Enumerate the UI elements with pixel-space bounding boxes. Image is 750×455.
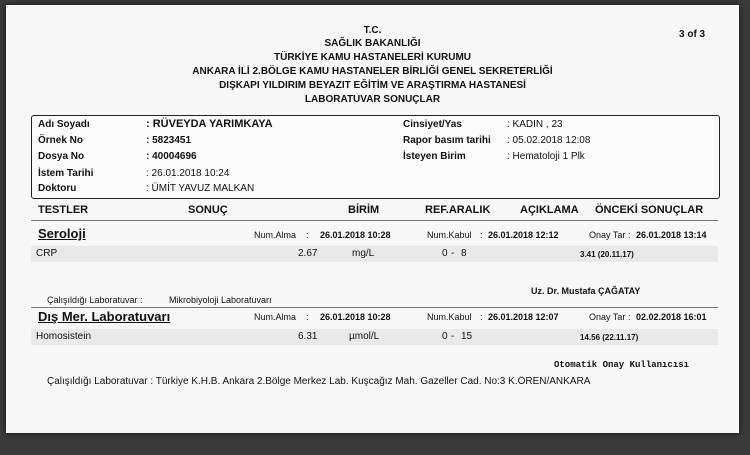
s1-lab-label: Çalışıldığı Laboratuvar : [47,295,143,305]
s1-onay-value: 26.01.2018 13:14 [636,230,707,240]
header-institution: TÜRKİYE KAMU HASTANELERİ KURUMU [273,52,472,63]
report-date-label: Rapor basım tarihi [403,135,491,146]
header-ministry: SAĞLIK BAKANLIĞI [324,38,421,49]
file-value: : 40004696 [146,151,197,162]
s2-onay-label: Onay Tar [589,312,626,322]
s1-test-unit: mg/L [352,248,375,259]
s1-alma-value: 26.01.2018 10:28 [320,230,391,240]
unit-label: İsteyen Birim [403,151,466,162]
s1-kabul-value: 26.01.2018 12:12 [488,230,559,240]
header-tc: T.C. [363,25,382,36]
section-serology-title: Seroloji [38,226,86,241]
s2-kabul-value: 26.01.2018 12:07 [488,312,559,322]
doctor-label: Doktoru [38,183,77,194]
auto-approval-user: Otomatik Onay Kullanıcısı [554,360,690,370]
col-desc: AÇIKLAMA [520,204,579,216]
s2-kabul-label: Num.Kabul [427,312,472,322]
request-date-label: İstem Tarihi [38,168,94,179]
patient-info-box [31,115,720,199]
request-date-value: : 26.01.2018 10:24 [146,168,230,179]
page-number: 3 of 3 [679,29,706,40]
section-external-lab-title: Dış Mer. Laboratuvarı [38,309,171,324]
s2-test-unit: µmol/L [349,331,380,342]
s2-lab-line: Çalışıldığı Laboratuvar : Türkiye K.H.B. Ankara 2.Bölge Merkez Lab. Kuşcağız Mah. Gazeller Cad. No:3 K.ÖREN/ANKARA [47,376,591,387]
col-unit: BİRİM [348,204,380,216]
gender-label: Cinsiyet/Yas [403,119,462,130]
header-lab-results: LABORATUVAR SONUÇLAR [304,94,441,105]
s2-prev-result: 14.56 (22.11.17) [580,333,639,342]
s2-ref-low: 0 [442,331,448,342]
header-hospital: DIŞKAPI YILDIRIM BEYAZIT EĞİTİM VE ARAŞTIRMA HASTANESİ [219,80,526,91]
s1-alma-label: Num.Alma [254,230,297,240]
s1-ref-low: 0 [442,248,448,259]
s1-approver: Uz. Dr. Mustafa ÇAĞATAY [531,286,641,296]
name-label: Adı Soyadı [38,119,90,130]
s1-onay-label: Onay Tar [589,230,626,240]
name-value: : RÜVEYDA YARIMKAYA [146,118,273,130]
report-page: T.C. SAĞLIK BAKANLIĞI TÜRKİYE KAMU HASTANELERİ KURUMU ANKARA İLİ 2.BÖLGE KAMU HASTANELER BİRLİĞİ GENEL SEKRETERLİĞİ DIŞKAPI YILDIRIM BEYAZIT EĞİTİM VE ARAŞTIRMA HASTANESİ LABORATUVAR SONUÇLAR 3 of 3 Adı Soyadı : RÜVEYDA YARIMKAYA Örnek No : 5823451 Dosya No : 40004696 İstem Tarihi : 26.01.2018 10:24 Doktoru : ÜMİT YAVUZ MALKAN Cinsiyet/Yas : KADIN , 23 Rapor basım tarihi : 05.02.2018 12:08 İsteyen Birim : Hematoloji 1 Plk TESTLER SONUÇ BİRİM REF.ARALIK AÇIKLAMA ÖNCEKİ SONUÇLAR Seroloji Num.Alma : 26.01.2018 10:28 Num.Kabul : 26.01.2018 12:12 Onay Tar : 26.01.2018 13:14 CRP 2.67 mg/L 0 - 8 3.41 (20.11.17) Uz. Dr. Mustafa ÇAĞATAY Çalışıldığı Laboratuvar : Mikrobiyoloji Laboratuvarı Dış Mer. Laboratuvarı Num.Alma : 26.01.2018 10:28 Num.Kabul : 26.01.2018 12:07 Onay Tar : 02.02.2018 16:01 Homosistein 6.31 µmol/L 0 - 15 14.56 (22.11.17) Otomatik Onay Kullanıcısı Çalışıldığı Laboratuvar : Türkiye K.H.B. Ankara 2.Bölge Merkez Lab. Kuşcağız Mah. Gazeller Cad. No:3 K.ÖREN/ANKARA [6,5,739,433]
col-tests: TESTLER [38,204,89,216]
doctor-value: : ÜMİT YAVUZ MALKAN [146,183,255,194]
section2-rule [31,307,718,308]
s1-lab-value: Mikrobiyoloji Laboratuvarı [169,295,272,305]
s2-test-result: 6.31 [298,331,318,342]
gender-value: : KADIN , 23 [507,119,563,130]
s2-onay-value: 02.02.2018 16:01 [636,312,707,322]
s1-ref-high: 8 [461,248,467,259]
s1-test-name: CRP [36,248,58,259]
s1-kabul-label: Num.Kabul [427,230,472,240]
s2-ref-high: 15 [461,331,473,342]
header-rule [31,220,718,221]
s2-test-name: Homosistein [36,331,92,342]
header-union: ANKARA İLİ 2.BÖLGE KAMU HASTANELER BİRLİĞİ GENEL SEKRETERLİĞİ [192,66,553,77]
sample-label: Örnek No [38,135,84,146]
col-result: SONUÇ [188,204,228,216]
col-ref: REF.ARALIK [425,204,491,216]
file-label: Dosya No [38,151,85,162]
s2-alma-value: 26.01.2018 10:28 [320,312,391,322]
sample-value: : 5823451 [146,135,192,146]
unit-value: : Hematoloji 1 Plk [507,151,585,162]
s2-alma-label: Num.Alma [254,312,297,322]
s2-ref-dash: - [451,331,455,342]
s1-prev-result: 3.41 (20.11.17) [580,250,634,259]
report-date-value: : 05.02.2018 12:08 [507,135,591,146]
s1-ref-dash: - [451,248,455,259]
s1-test-result: 2.67 [298,248,318,259]
col-prev: ÖNCEKİ SONUÇLAR [595,204,704,216]
